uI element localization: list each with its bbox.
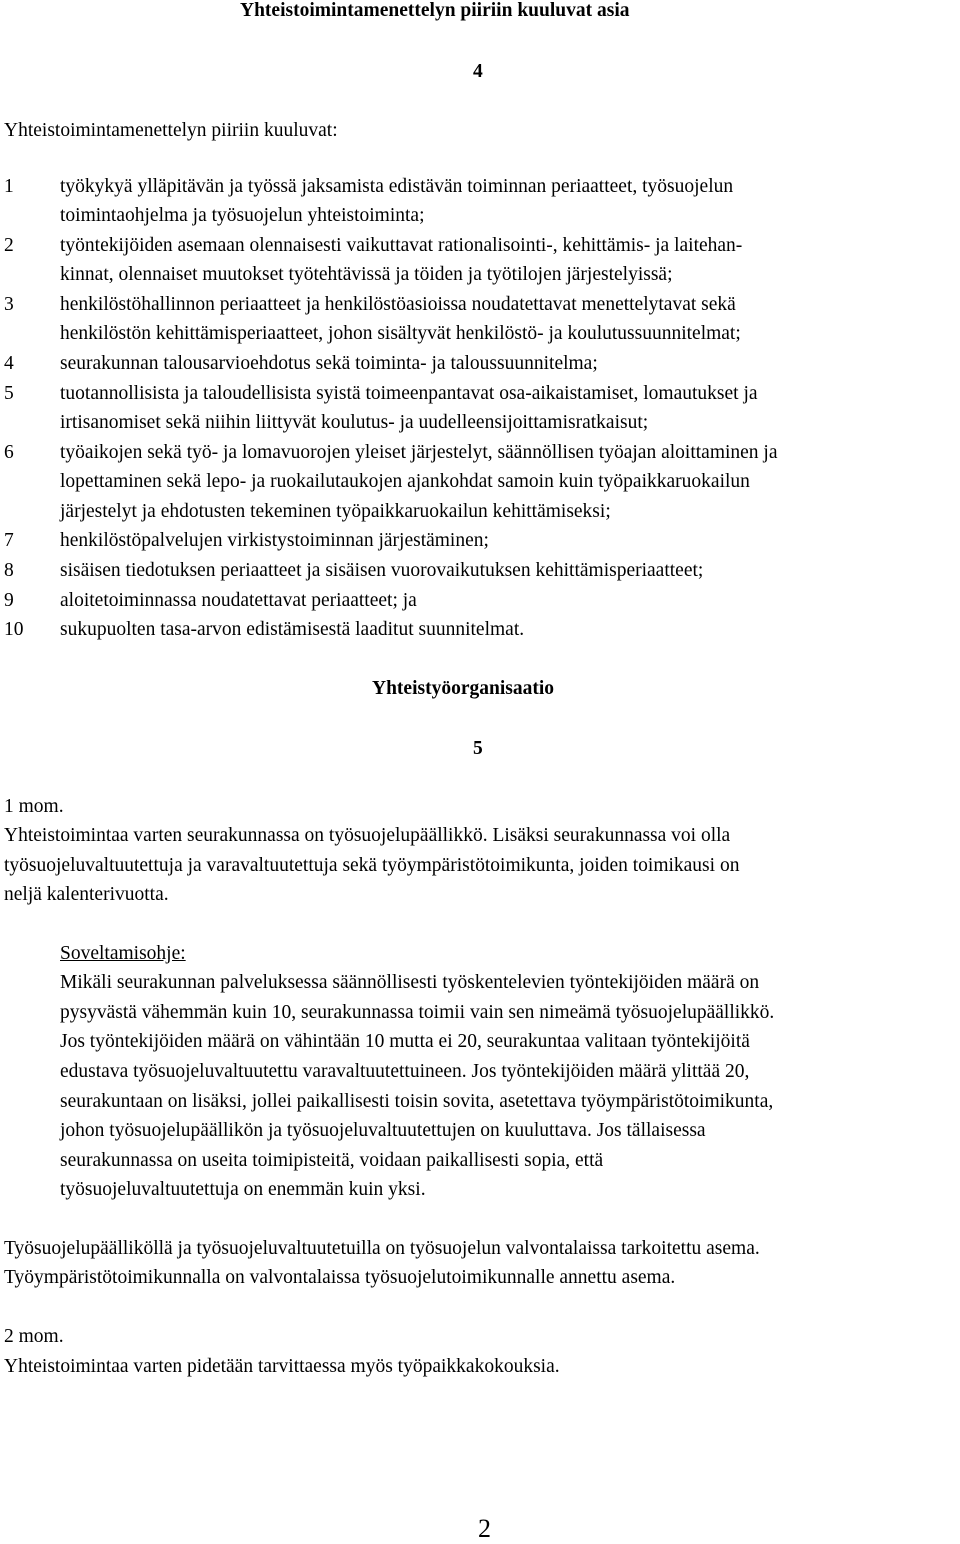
section-4-number: 4: [473, 61, 483, 82]
section-5-title: Yhteistyöorganisaatio: [372, 678, 554, 699]
list-item-number: 8: [4, 560, 14, 581]
after-line: Työsuojelupäälliköllä ja työsuojeluvaltuutetuilla on työsuojelun valvontalaissa tarkoitettu asema.: [4, 1238, 760, 1259]
mom1-line: työsuojeluvaltuutettuja ja varavaltuutettuja sekä työympäristötoimikunta, joiden toimikausi on: [4, 855, 740, 876]
list-item-line: henkilöstöpalvelujen virkistystoiminnan järjestäminen;: [60, 530, 489, 551]
list-item-number: 6: [4, 442, 14, 463]
list-item-line: irtisanomiset sekä niihin liittyvät koulutus- ja uudelleensijoittamisratkaisut;: [60, 412, 649, 433]
list-item-line: työaikojen sekä työ- ja lomavuorojen yleiset järjestelyt, säännöllisen työajan aloittaminen ja: [60, 442, 778, 463]
list-item-line: kinnat, olennaiset muutokset työtehtävissä ja töiden ja työtilojen järjestelyissä;: [60, 264, 673, 285]
section-4-title: Yhteistoimintamenettelyn piiriin kuuluvat asia: [240, 0, 630, 21]
mom1-label: 1 mom.: [4, 796, 64, 817]
list-item-line: tuotannollisista ja taloudellisista syistä toimeenpantavat osa-aikaistamiset, lomautukset ja: [60, 383, 758, 404]
page-number: 2: [478, 1514, 491, 1543]
mom1-line: Yhteistoimintaa varten seurakunnassa on työsuojelupäällikkö. Lisäksi seurakunnassa voi olla: [4, 825, 731, 846]
list-item-number: 10: [4, 619, 24, 640]
guidance-line: työsuojeluvaltuutettuja on enemmän kuin yksi.: [60, 1179, 426, 1200]
list-item-line: järjestelyt ja ehdotusten tekeminen työpaikkaruokailun kehittämiseksi;: [60, 501, 611, 522]
guidance-line: Jos työntekijöiden määrä on vähintään 10 mutta ei 20, seurakuntaa valitaan työntekijöitä: [60, 1031, 750, 1052]
list-item-line: lopettaminen sekä lepo- ja ruokailutaukojen ajankohdat samoin kuin työpaikkaruokailun: [60, 471, 750, 492]
list-item-line: sisäisen tiedotuksen periaatteet ja sisäisen vuorovaikutuksen kehittämisperiaatteet;: [60, 560, 704, 581]
list-item-line: seurakunnan talousarvioehdotus sekä toiminta- ja taloussuunnitelma;: [60, 353, 598, 374]
list-item-number: 7: [4, 530, 14, 551]
list-item-line: työkykyä ylläpitävän ja työssä jaksamista edistävän toiminnan periaatteet, työsuojelun: [60, 176, 734, 197]
list-item-number: 1: [4, 176, 14, 197]
section-4-intro: Yhteistoimintamenettelyn piiriin kuuluvat:: [4, 120, 338, 141]
guidance-line: pysyvästä vähemmän kuin 10, seurakunnassa toimii vain sen nimeämä työsuojelupäällikkö.: [60, 1002, 775, 1023]
list-item-number: 2: [4, 235, 14, 256]
after-line: Työympäristötoimikunnalla on valvontalaissa työsuojelutoimikunnalle annettu asema.: [4, 1267, 676, 1288]
mom2-label: 2 mom.: [4, 1326, 64, 1347]
list-item-line: työntekijöiden asemaan olennaisesti vaikuttavat rationalisointi-, kehittämis- ja laitehan-: [60, 235, 743, 256]
mom2-line: Yhteistoimintaa varten pidetään tarvittaessa myös työpaikkakokouksia.: [4, 1356, 560, 1377]
section-5-number: 5: [473, 738, 483, 759]
list-item-line: henkilöstön kehittämisperiaatteet, johon sisältyvät henkilöstö- ja koulutussuunnitelmat;: [60, 323, 741, 344]
list-item-number: 4: [4, 353, 14, 374]
guidance-heading: Soveltamisohje:: [60, 943, 186, 964]
list-item-number: 9: [4, 590, 14, 611]
guidance-line: seurakunnassa on useita toimipisteitä, voidaan paikallisesti sopia, että: [60, 1150, 604, 1171]
list-item-number: 3: [4, 294, 14, 315]
guidance-line: edustava työsuojeluvaltuutettu varavaltuutettuineen. Jos työntekijöiden määrä ylittää 20,: [60, 1061, 750, 1082]
list-item-line: toimintaohjelma ja työsuojelun yhteistoiminta;: [60, 205, 425, 226]
list-item-line: aloitetoiminnassa noudatettavat periaatteet; ja: [60, 590, 417, 611]
guidance-line: johon työsuojelupäällikön ja työsuojeluvaltuutettujen on kuuluttava. Jos tällaisessa: [60, 1120, 706, 1141]
list-item-number: 5: [4, 383, 14, 404]
mom1-line: neljä kalenterivuotta.: [4, 884, 169, 905]
list-item-line: sukupuolten tasa-arvon edistämisestä laaditut suunnitelmat.: [60, 619, 525, 640]
guidance-line: Mikäli seurakunnan palveluksessa säännöllisesti työskentelevien työntekijöiden määrä on: [60, 972, 760, 993]
guidance-line: seurakuntaan on lisäksi, jollei paikallisesti toisin sovita, asetettava työympäristötoimikunta,: [60, 1091, 774, 1112]
list-item-line: henkilöstöhallinnon periaatteet ja henkilöstöasioissa noudatettavat menettelytavat sekä: [60, 294, 736, 315]
